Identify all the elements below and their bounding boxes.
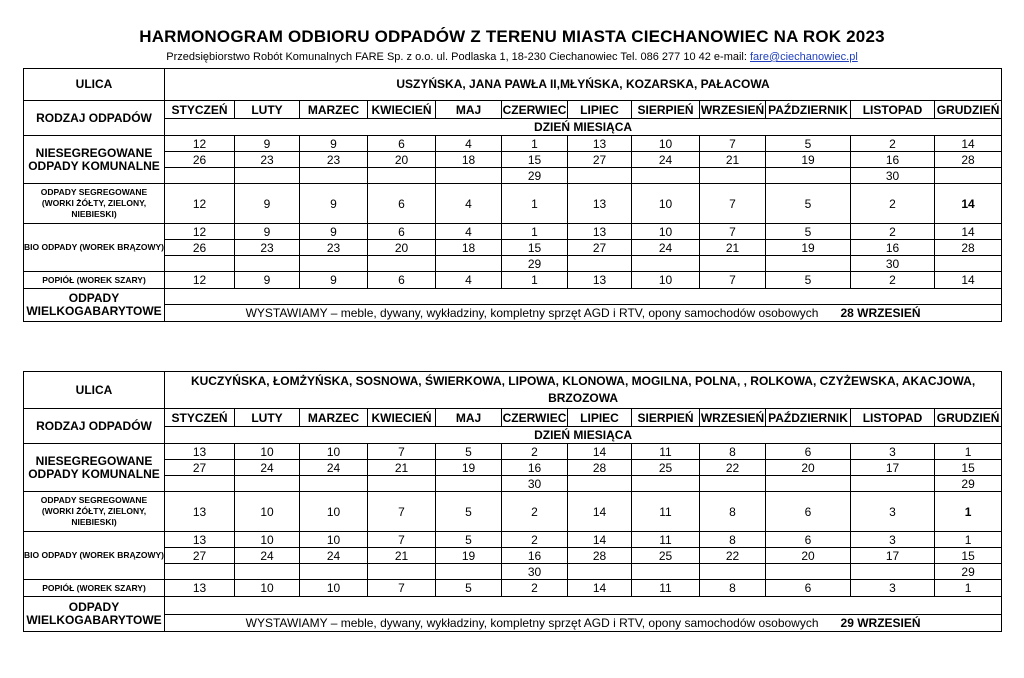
date-cell: 10: [235, 532, 300, 548]
date-cell: 13: [568, 184, 632, 224]
date-cell: [300, 256, 368, 272]
date-cell: 9: [300, 136, 368, 152]
date-cell: 9: [235, 184, 300, 224]
date-cell: 5: [436, 444, 502, 460]
streets-list: USZYŃSKA, JANA PAWŁA II,MŁYŃSKA, KOZARSKA, PAŁACOWA: [165, 69, 1002, 101]
date-cell: 10: [300, 444, 368, 460]
date-cell: 23: [235, 152, 300, 168]
month-header: MARZEC: [300, 101, 368, 119]
table-row: [24, 548, 1002, 564]
date-cell: [368, 564, 436, 580]
niesegregowane-label: NIESEGREGOWANE ODPADY KOMUNALNE: [24, 136, 165, 184]
table-row: [24, 532, 1002, 548]
date-cell: 6: [368, 184, 436, 224]
date-cell: 27: [568, 240, 632, 256]
rodzaj-label: RODZAJ ODPADÓW: [24, 101, 165, 136]
date-cell: [235, 476, 300, 492]
table-row: [24, 256, 1002, 272]
date-cell: [165, 476, 235, 492]
date-cell: [700, 168, 766, 184]
date-cell: 7: [368, 532, 436, 548]
date-cell: 2: [851, 136, 935, 152]
month-header: GRUDZIEŃ: [935, 101, 1002, 119]
date-cell: 13: [568, 272, 632, 289]
date-cell: 23: [235, 240, 300, 256]
day-of-month-label: DZIEŃ MIESIĄCA: [165, 119, 1002, 136]
date-cell: [851, 564, 935, 580]
date-cell: 14: [568, 444, 632, 460]
date-cell: 12: [165, 136, 235, 152]
date-cell: [568, 168, 632, 184]
date-cell: [300, 476, 368, 492]
date-cell: 6: [368, 224, 436, 240]
date-cell: 21: [368, 548, 436, 564]
wielkogabarytowe-label: ODPADY WIELKOGABARYTOWE: [24, 597, 165, 632]
segregowane-label: ODPADY SEGREGOWANE (WORKI ŻÓŁTY, ZIELONY, NIEBIESKI): [24, 184, 165, 224]
gabaryty-text: WYSTAWIAMY – meble, dywany, wykładziny, kompletny sprzęt AGD i RTV, opony samochodów osobowych: [245, 306, 819, 320]
email-link[interactable]: fare@ciechanowiec.pl: [749, 51, 858, 63]
date-cell: 1: [502, 184, 568, 224]
date-cell: 17: [851, 548, 935, 564]
date-cell: 7: [368, 580, 436, 597]
date-cell: 28: [935, 240, 1002, 256]
date-cell: 6: [766, 492, 851, 532]
date-cell: 15: [935, 460, 1002, 476]
date-cell: 5: [436, 532, 502, 548]
date-cell: 10: [235, 492, 300, 532]
date-cell: 2: [502, 580, 568, 597]
date-cell: 28: [568, 548, 632, 564]
gabaryty-blank: [165, 289, 1002, 305]
date-cell: 2: [851, 224, 935, 240]
date-cell: 6: [766, 532, 851, 548]
date-cell: 11: [632, 444, 700, 460]
date-cell: 3: [851, 444, 935, 460]
date-cell: [568, 564, 632, 580]
schedule-table-1: [23, 68, 1002, 322]
date-cell: 8: [700, 444, 766, 460]
date-cell: 4: [436, 136, 502, 152]
date-cell: 26: [165, 152, 235, 168]
date-cell: 25: [632, 460, 700, 476]
date-cell: [368, 476, 436, 492]
month-header: LUTY: [235, 409, 300, 427]
date-cell: 10: [235, 580, 300, 597]
date-cell: [436, 476, 502, 492]
wielkogabarytowe-label: ODPADY WIELKOGABARYTOWE: [24, 289, 165, 322]
date-cell: [436, 256, 502, 272]
date-cell: 6: [766, 580, 851, 597]
gabaryty-info: [165, 615, 1002, 632]
date-cell: 21: [700, 152, 766, 168]
date-cell: 20: [368, 152, 436, 168]
company-info: [0, 51, 1024, 63]
date-cell: [568, 256, 632, 272]
date-cell: 14: [568, 532, 632, 548]
date-cell: 10: [632, 272, 700, 289]
ulica-label: ULICA: [24, 69, 165, 101]
date-cell: 22: [700, 460, 766, 476]
date-cell: 29: [935, 476, 1002, 492]
date-cell: 4: [436, 184, 502, 224]
table-row: [24, 152, 1002, 168]
date-cell: 19: [436, 460, 502, 476]
date-cell: 29: [502, 168, 568, 184]
table-row: [24, 444, 1002, 460]
table-row: [24, 168, 1002, 184]
date-cell: 10: [300, 580, 368, 597]
date-cell: 24: [632, 152, 700, 168]
date-cell: 13: [568, 136, 632, 152]
date-cell: 27: [165, 460, 235, 476]
date-cell: 14: [935, 184, 1002, 224]
date-cell: 20: [368, 240, 436, 256]
date-cell: 18: [436, 240, 502, 256]
date-cell: 3: [851, 492, 935, 532]
date-cell: 10: [235, 444, 300, 460]
date-cell: 10: [300, 532, 368, 548]
date-cell: 6: [368, 272, 436, 289]
date-cell: 5: [766, 272, 851, 289]
date-cell: 7: [368, 444, 436, 460]
month-header: LISTOPAD: [851, 101, 935, 119]
date-cell: 10: [632, 184, 700, 224]
gabaryty-blank: [165, 597, 1002, 615]
date-cell: [436, 564, 502, 580]
date-cell: [700, 476, 766, 492]
month-header: PAŹDZIERNIK: [766, 409, 851, 427]
month-header: LUTY: [235, 101, 300, 119]
date-cell: 16: [851, 240, 935, 256]
gabaryty-info: [165, 305, 1002, 322]
date-cell: [436, 168, 502, 184]
date-cell: 3: [851, 532, 935, 548]
date-cell: [766, 564, 851, 580]
date-cell: 25: [632, 548, 700, 564]
date-cell: 7: [368, 492, 436, 532]
day-of-month-label: DZIEŃ MIESIĄCA: [165, 427, 1002, 444]
date-cell: 5: [766, 184, 851, 224]
date-cell: 30: [851, 168, 935, 184]
month-header: PAŹDZIERNIK: [766, 101, 851, 119]
date-cell: 24: [235, 548, 300, 564]
date-cell: 30: [502, 476, 568, 492]
table-row: [24, 580, 1002, 597]
date-cell: 12: [165, 272, 235, 289]
month-header: MAJ: [436, 409, 502, 427]
month-header: STYCZEŃ: [165, 409, 235, 427]
rodzaj-label: RODZAJ ODPADÓW: [24, 409, 165, 444]
date-cell: [632, 564, 700, 580]
date-cell: 11: [632, 532, 700, 548]
date-cell: 1: [935, 444, 1002, 460]
bio-label: BIO ODPADY (WOREK BRĄZOWY): [24, 224, 165, 272]
month-header: MARZEC: [300, 409, 368, 427]
date-cell: 29: [935, 564, 1002, 580]
date-cell: 14: [568, 580, 632, 597]
date-cell: [766, 476, 851, 492]
date-cell: 16: [851, 152, 935, 168]
date-cell: 13: [568, 224, 632, 240]
table-row: [24, 136, 1002, 152]
date-cell: 1: [935, 580, 1002, 597]
schedule-table-2: [23, 371, 1002, 632]
date-cell: [165, 256, 235, 272]
date-cell: 9: [300, 272, 368, 289]
date-cell: [235, 168, 300, 184]
month-header: LIPIEC: [568, 409, 632, 427]
date-cell: 4: [436, 224, 502, 240]
date-cell: 16: [502, 460, 568, 476]
date-cell: 27: [165, 548, 235, 564]
month-header: LISTOPAD: [851, 409, 935, 427]
date-cell: 9: [235, 272, 300, 289]
date-cell: 14: [935, 136, 1002, 152]
date-cell: 11: [632, 492, 700, 532]
date-cell: 23: [300, 152, 368, 168]
date-cell: [700, 256, 766, 272]
date-cell: 24: [300, 460, 368, 476]
date-cell: 6: [766, 444, 851, 460]
date-cell: 7: [700, 136, 766, 152]
date-cell: 9: [235, 136, 300, 152]
date-cell: 14: [935, 272, 1002, 289]
date-cell: 15: [502, 152, 568, 168]
date-cell: [300, 168, 368, 184]
date-cell: 21: [368, 460, 436, 476]
date-cell: [700, 564, 766, 580]
date-cell: [632, 476, 700, 492]
date-cell: [235, 564, 300, 580]
segregowane-label: ODPADY SEGREGOWANE (WORKI ŻÓŁTY, ZIELONY, NIEBIESKI): [24, 492, 165, 532]
date-cell: 1: [502, 224, 568, 240]
date-cell: 19: [766, 240, 851, 256]
date-cell: 14: [935, 224, 1002, 240]
date-cell: 15: [502, 240, 568, 256]
date-cell: 8: [700, 532, 766, 548]
table-row: [24, 460, 1002, 476]
month-header: LIPIEC: [568, 101, 632, 119]
date-cell: 20: [766, 460, 851, 476]
gabaryty-date: 28 WRZESIEŃ: [840, 306, 921, 320]
date-cell: 30: [851, 256, 935, 272]
date-cell: 27: [568, 152, 632, 168]
date-cell: 8: [700, 580, 766, 597]
date-cell: 14: [568, 492, 632, 532]
date-cell: [632, 256, 700, 272]
date-cell: 15: [935, 548, 1002, 564]
table-row: [24, 492, 1002, 532]
date-cell: 17: [851, 460, 935, 476]
date-cell: [766, 256, 851, 272]
date-cell: 11: [632, 580, 700, 597]
date-cell: 3: [851, 580, 935, 597]
date-cell: [368, 168, 436, 184]
date-cell: 30: [502, 564, 568, 580]
date-cell: 13: [165, 444, 235, 460]
date-cell: 19: [436, 548, 502, 564]
month-header: SIERPIEŃ: [632, 101, 700, 119]
date-cell: 2: [502, 532, 568, 548]
date-cell: 24: [300, 548, 368, 564]
date-cell: 20: [766, 548, 851, 564]
table-row: [24, 564, 1002, 580]
date-cell: 9: [300, 184, 368, 224]
date-cell: 5: [766, 224, 851, 240]
date-cell: [851, 476, 935, 492]
streets-list: KUCZYŃSKA, ŁOMŻYŃSKA, SOSNOWA, ŚWIERKOWA, LIPOWA, KLONOWA, MOGILNA, POLNA, , ROLKOWA, CZYŻEWSKA, AKACJOWA, BRZOZOWA: [165, 372, 1002, 409]
month-header: KWIECIEŃ: [368, 101, 436, 119]
company-address: Przedsiębiorstwo Robót Komunalnych FARE Sp. z o.o. ul. Podlaska 1, 18-230 Ciechanowiec Tel. 086 277 10 42 e-mail:: [166, 51, 750, 63]
month-header: WRZESIEŃ: [700, 102, 765, 117]
date-cell: 7: [700, 224, 766, 240]
date-cell: 1: [935, 492, 1002, 532]
month-header: CZERWIEC: [502, 102, 567, 117]
bio-label: BIO ODPADY (WOREK BRĄZOWY): [24, 532, 165, 580]
date-cell: 12: [165, 224, 235, 240]
table-row: [24, 184, 1002, 224]
date-cell: [165, 168, 235, 184]
month-header: CZERWIEC: [502, 410, 567, 425]
date-cell: 7: [700, 272, 766, 289]
month-header: GRUDZIEŃ: [935, 409, 1002, 427]
date-cell: 10: [300, 492, 368, 532]
date-cell: 24: [235, 460, 300, 476]
date-cell: 23: [300, 240, 368, 256]
date-cell: 2: [502, 492, 568, 532]
date-cell: [766, 168, 851, 184]
month-header: WRZESIEŃ: [700, 410, 765, 425]
gabaryty-date: 29 WRZESIEŃ: [840, 616, 921, 630]
date-cell: 8: [700, 492, 766, 532]
date-cell: 1: [502, 136, 568, 152]
date-cell: 10: [632, 136, 700, 152]
page-title: HARMONOGRAM ODBIORU ODPADÓW Z TERENU MIASTA CIECHANOWIEC NA ROK 2023: [139, 27, 885, 46]
date-cell: 2: [851, 184, 935, 224]
date-cell: 5: [436, 580, 502, 597]
date-cell: 7: [700, 184, 766, 224]
date-cell: 9: [235, 224, 300, 240]
date-cell: 5: [766, 136, 851, 152]
month-header: MAJ: [436, 101, 502, 119]
date-cell: 6: [368, 136, 436, 152]
table-row: [24, 240, 1002, 256]
table-row: [24, 224, 1002, 240]
date-cell: 28: [568, 460, 632, 476]
date-cell: 12: [165, 184, 235, 224]
month-header: KWIECIEŃ: [368, 409, 436, 427]
date-cell: 28: [935, 152, 1002, 168]
date-cell: 1: [502, 272, 568, 289]
date-cell: 16: [502, 548, 568, 564]
date-cell: 13: [165, 532, 235, 548]
date-cell: 26: [165, 240, 235, 256]
month-header: SIERPIEŃ: [632, 409, 700, 427]
date-cell: [632, 168, 700, 184]
date-cell: 2: [851, 272, 935, 289]
date-cell: 9: [300, 224, 368, 240]
date-cell: 18: [436, 152, 502, 168]
date-cell: 1: [935, 532, 1002, 548]
date-cell: [935, 168, 1002, 184]
niesegregowane-label: NIESEGREGOWANE ODPADY KOMUNALNE: [24, 444, 165, 492]
date-cell: [235, 256, 300, 272]
date-cell: [935, 256, 1002, 272]
date-cell: [165, 564, 235, 580]
date-cell: 29: [502, 256, 568, 272]
date-cell: 10: [632, 224, 700, 240]
date-cell: 24: [632, 240, 700, 256]
date-cell: 4: [436, 272, 502, 289]
ulica-label: ULICA: [24, 372, 165, 409]
date-cell: 13: [165, 580, 235, 597]
date-cell: 22: [700, 548, 766, 564]
date-cell: [300, 564, 368, 580]
table-row: [24, 272, 1002, 289]
date-cell: 2: [502, 444, 568, 460]
popiol-label: POPIÓŁ (WOREK SZARY): [24, 272, 165, 289]
date-cell: [568, 476, 632, 492]
date-cell: [368, 256, 436, 272]
gabaryty-text: WYSTAWIAMY – meble, dywany, wykładziny, kompletny sprzęt AGD i RTV, opony samochodów osobowych: [245, 616, 819, 630]
date-cell: 19: [766, 152, 851, 168]
popiol-label: POPIÓŁ (WOREK SZARY): [24, 580, 165, 597]
date-cell: 13: [165, 492, 235, 532]
table-row: [24, 476, 1002, 492]
date-cell: 21: [700, 240, 766, 256]
date-cell: 5: [436, 492, 502, 532]
month-header: STYCZEŃ: [165, 101, 235, 119]
